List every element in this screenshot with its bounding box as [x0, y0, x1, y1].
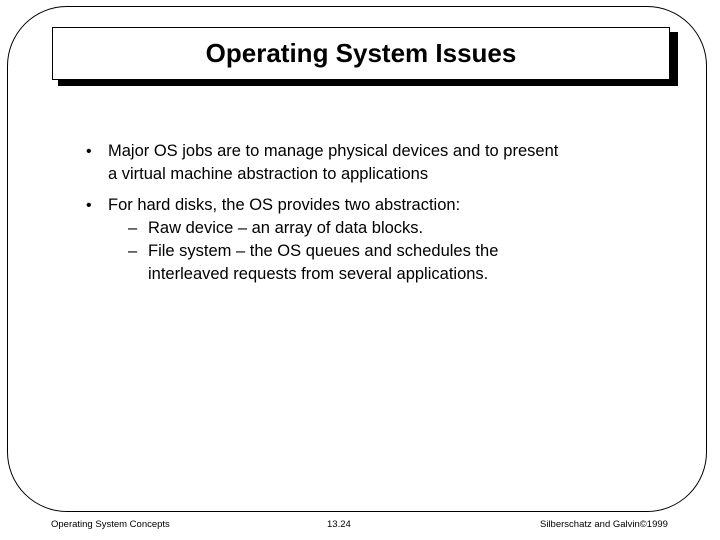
dash-icon: – — [128, 242, 138, 260]
bullet-item — [86, 194, 646, 286]
bullet-icon: • — [86, 197, 92, 214]
bullet-item — [86, 140, 646, 186]
slide-content — [86, 140, 646, 286]
bullet-text-line: a virtual machine abstraction to applications — [108, 165, 429, 183]
bullet-text-line: Major OS jobs are to manage physical devices and to present — [108, 142, 559, 160]
sub-text-line: interleaved requests from several applications. — [148, 265, 489, 283]
footer-copyright: Silberschatz and Galvin©1999 — [540, 519, 668, 530]
title-box — [52, 27, 670, 80]
dash-icon: – — [128, 219, 138, 237]
footer-course: Operating System Concepts — [51, 519, 170, 530]
footer-page-number: 13.24 — [327, 519, 351, 530]
sub-text-line: File system – the OS queues and schedules the — [148, 242, 499, 260]
sub-text-line: Raw device – an array of data blocks. — [148, 219, 424, 237]
sub-item — [108, 217, 646, 240]
bullet-text-line: For hard disks, the OS provides two abstraction: — [108, 196, 461, 214]
sub-item — [108, 240, 646, 286]
sub-list — [108, 217, 646, 286]
bullet-icon: • — [86, 143, 92, 160]
slide-title: Operating System Issues — [205, 38, 517, 68]
